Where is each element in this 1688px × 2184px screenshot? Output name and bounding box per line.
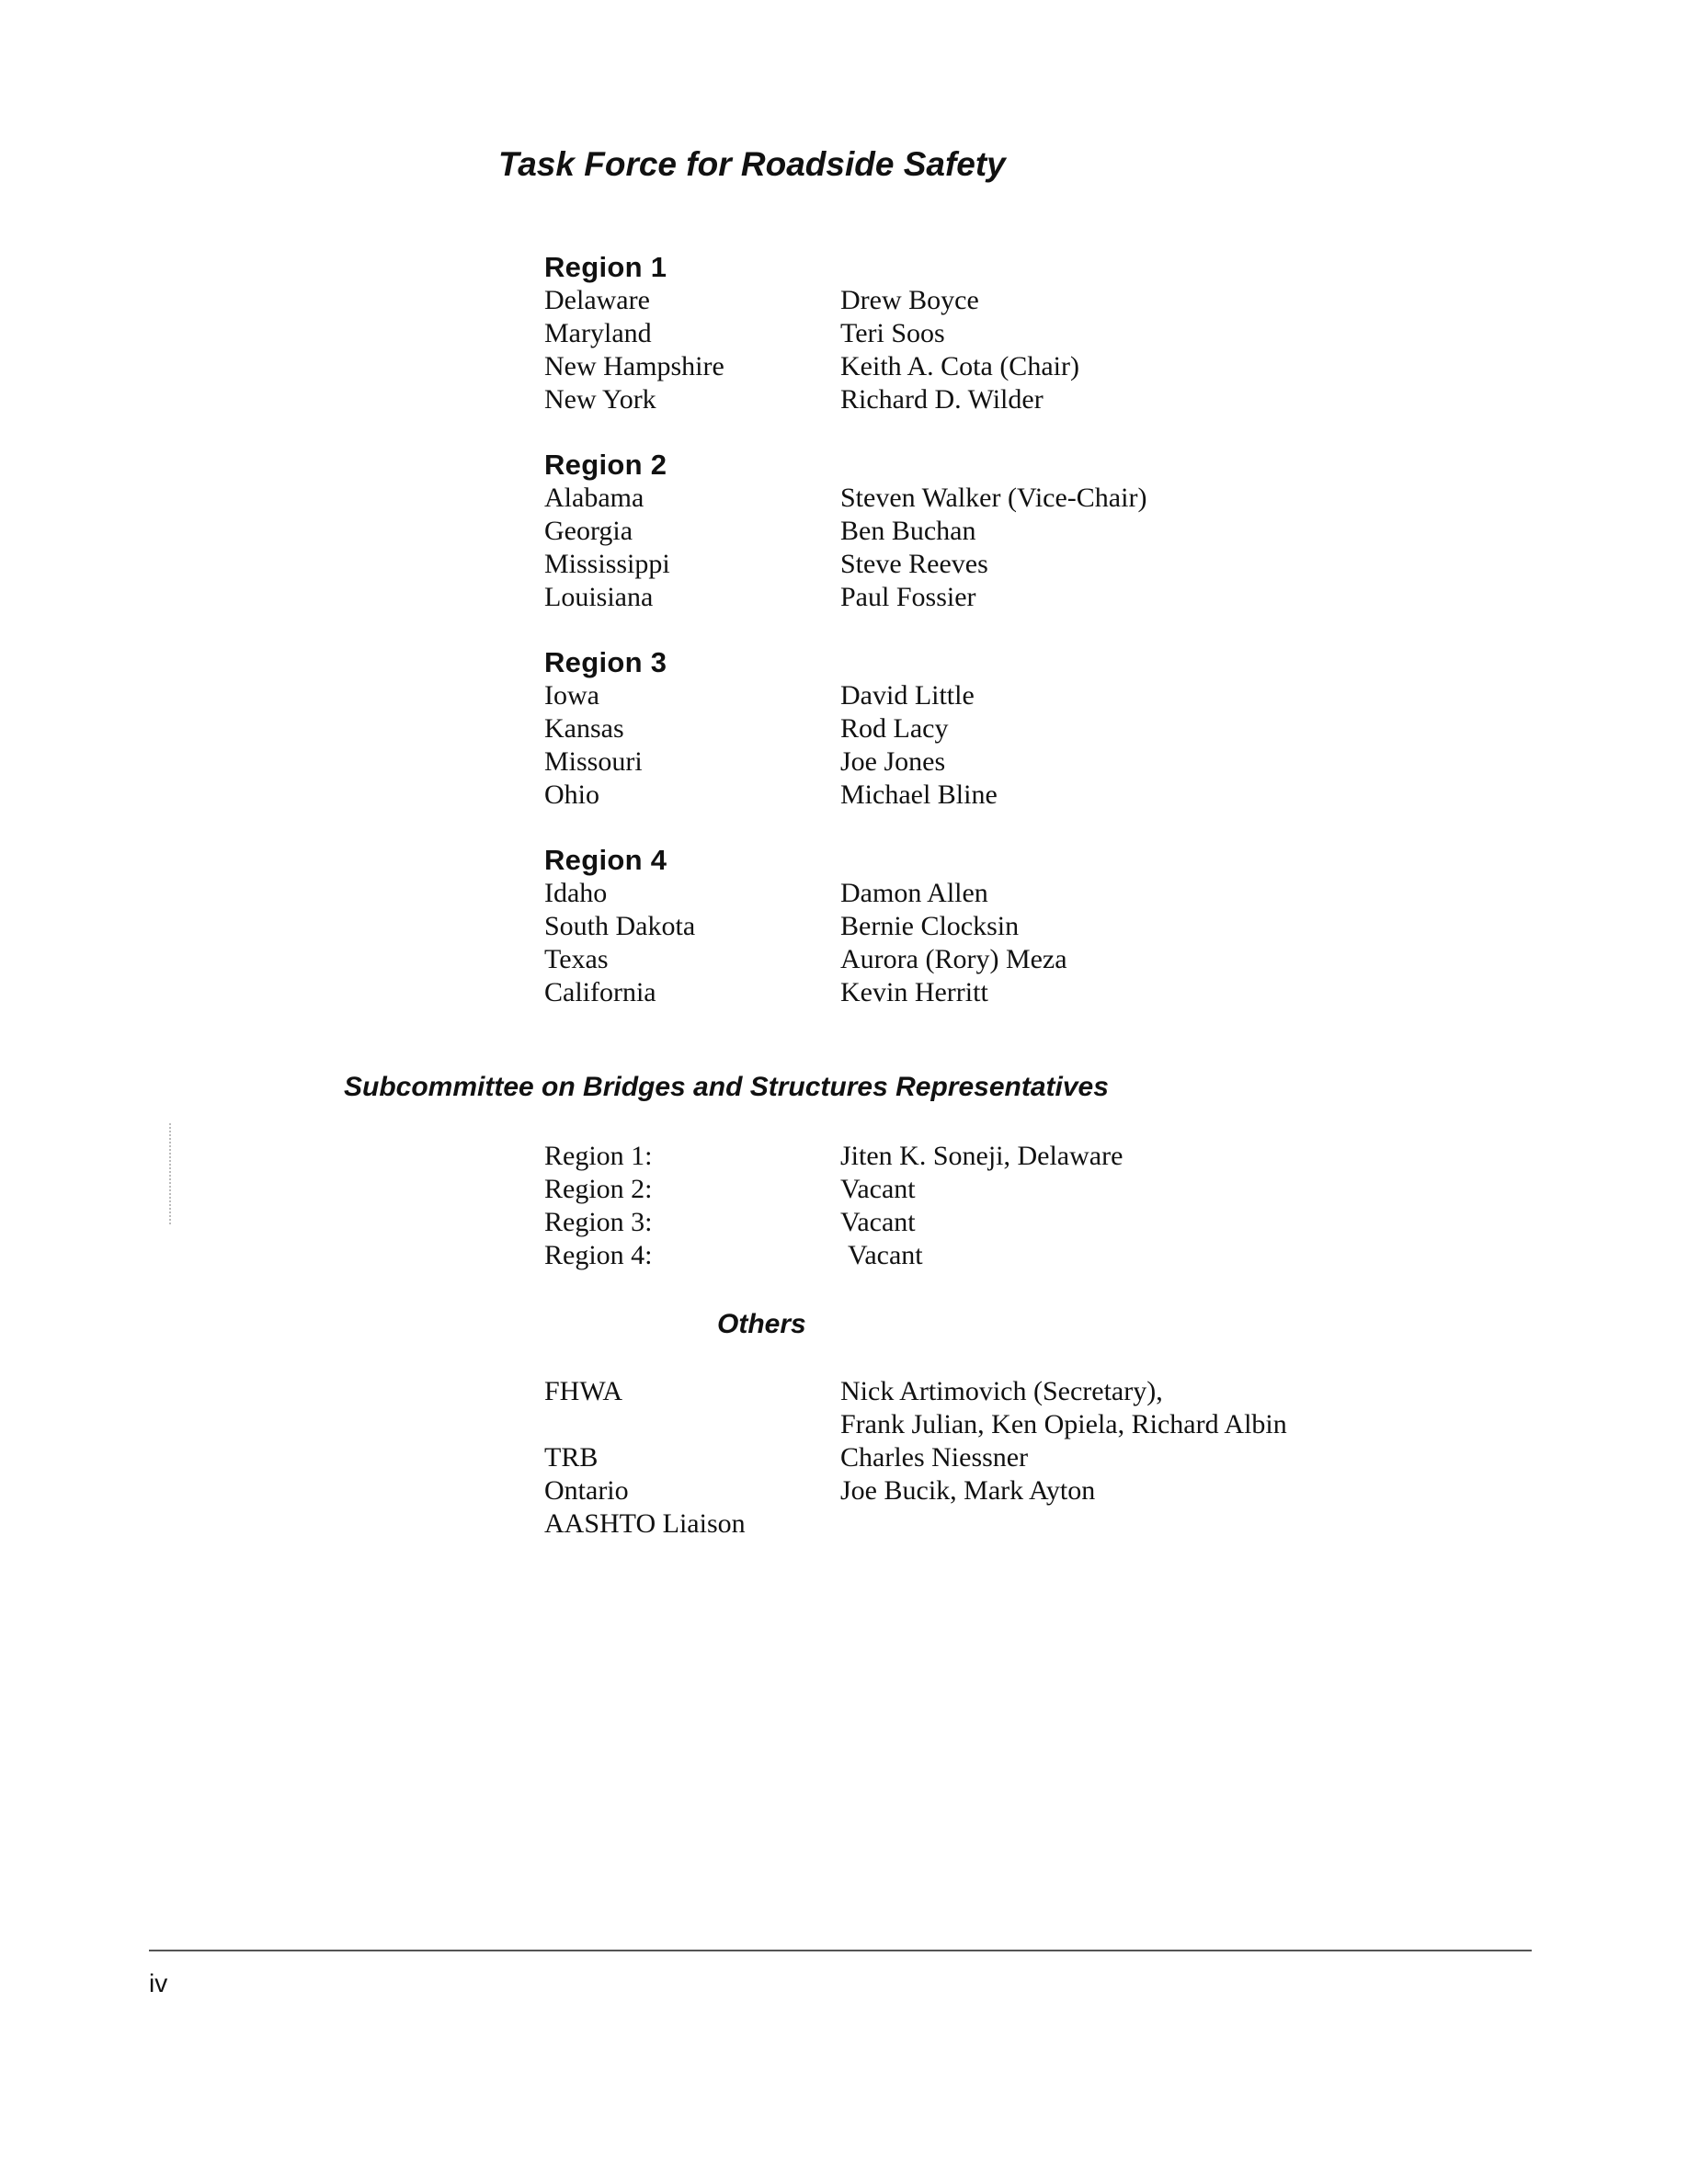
organization-members: [840, 1375, 1372, 1441]
member-name: Steve Reeves: [840, 549, 988, 579]
subcommittee-heading: Subcommittee on Bridges and Structures Representatives: [344, 1072, 1109, 1102]
others-row: [544, 1507, 1372, 1541]
state-name: California: [544, 977, 656, 1007]
others-heading: Others: [717, 1309, 806, 1339]
member-name: Rod Lacy: [840, 713, 949, 744]
member-name: Aurora (Rory) Meza: [840, 944, 1067, 974]
organization-members: Joe Bucik, Mark Ayton: [840, 1475, 1096, 1506]
organization-name: FHWA: [544, 1376, 623, 1406]
state-name: New York: [544, 384, 656, 415]
member-line: Nick Artimovich (Secretary),: [840, 1376, 1163, 1406]
footer-rule: [149, 1950, 1532, 1951]
others-row: [544, 1474, 1372, 1507]
region-block-3: [544, 645, 1372, 812]
member-name: Richard D. Wilder: [840, 384, 1044, 415]
region-heading: Region 1: [544, 251, 667, 283]
member-name: Joe Jones: [840, 746, 946, 777]
member-row: [544, 581, 1372, 614]
member-row: [544, 745, 1372, 779]
organization-name: AASHTO Liaison: [544, 1508, 746, 1539]
member-row: [544, 548, 1372, 581]
member-row: [544, 943, 1372, 976]
representative-row: [544, 1173, 1372, 1206]
member-row: [544, 679, 1372, 712]
region-label: Region 2:: [544, 1174, 653, 1204]
member-name: David Little: [840, 680, 975, 711]
member-name: Bernie Clocksin: [840, 911, 1020, 941]
state-name: Georgia: [544, 516, 633, 546]
member-row: [544, 515, 1372, 548]
member-row: [544, 284, 1372, 317]
member-name: Keith A. Cota (Chair): [840, 351, 1079, 381]
state-name: South Dakota: [544, 911, 696, 941]
member-name: Ben Buchan: [840, 516, 976, 546]
member-name: Michael Bline: [840, 779, 998, 810]
representative-row: [544, 1206, 1372, 1239]
member-name: Steven Walker (Vice-Chair): [840, 483, 1147, 513]
member-row: [544, 877, 1372, 910]
member-name: Kevin Herritt: [840, 977, 988, 1007]
representative-name: Vacant: [848, 1240, 923, 1270]
organization-members: [840, 1507, 1372, 1541]
state-name: Alabama: [544, 483, 644, 513]
subcommittee-list: [544, 1140, 1372, 1272]
state-name: Mississippi: [544, 549, 670, 579]
organization-name: Ontario: [544, 1475, 629, 1506]
organization-members: Charles Niessner: [840, 1442, 1029, 1473]
others-row: [544, 1441, 1372, 1474]
region-label: Region 3:: [544, 1207, 653, 1237]
member-line: Frank Julian, Ken Opiela, Richard Albin: [840, 1409, 1287, 1439]
member-name: Teri Soos: [840, 318, 945, 348]
region-heading: Region 2: [544, 449, 667, 481]
state-name: Missouri: [544, 746, 643, 777]
state-name: Ohio: [544, 779, 599, 810]
margin-marks: [169, 1123, 177, 1224]
region-label: Region 1:: [544, 1141, 653, 1171]
state-name: New Hampshire: [544, 351, 724, 381]
region-block-4: [544, 843, 1372, 1009]
state-name: Kansas: [544, 713, 624, 744]
member-name: Damon Allen: [840, 878, 988, 908]
member-name: Drew Boyce: [840, 285, 979, 315]
representative-name: Jiten K. Soneji, Delaware: [840, 1141, 1123, 1171]
state-name: Delaware: [544, 285, 650, 315]
member-row: [544, 910, 1372, 943]
others-row: [544, 1375, 1372, 1441]
page-title: Task Force for Roadside Safety: [498, 145, 1006, 183]
member-row: [544, 350, 1372, 383]
organization-name: TRB: [544, 1442, 599, 1473]
member-row: [544, 779, 1372, 812]
member-row: [544, 482, 1372, 515]
representative-row: [544, 1239, 1372, 1272]
member-name: Paul Fossier: [840, 582, 976, 612]
others-list: [544, 1375, 1372, 1541]
member-row: [544, 383, 1372, 416]
member-row: [544, 976, 1372, 1009]
page-number: iv: [149, 1969, 168, 1997]
state-name: Iowa: [544, 680, 599, 711]
member-row: [544, 317, 1372, 350]
region-heading: Region 4: [544, 844, 667, 876]
state-name: Idaho: [544, 878, 608, 908]
region-heading: Region 3: [544, 646, 667, 678]
member-row: [544, 712, 1372, 745]
representative-row: [544, 1140, 1372, 1173]
representative-name: Vacant: [840, 1174, 916, 1204]
region-block-2: [544, 448, 1372, 614]
state-name: Texas: [544, 944, 609, 974]
region-block-1: [544, 250, 1372, 416]
state-name: Louisiana: [544, 582, 654, 612]
region-label: Region 4:: [544, 1240, 653, 1270]
state-name: Maryland: [544, 318, 652, 348]
representative-name: Vacant: [840, 1207, 916, 1237]
